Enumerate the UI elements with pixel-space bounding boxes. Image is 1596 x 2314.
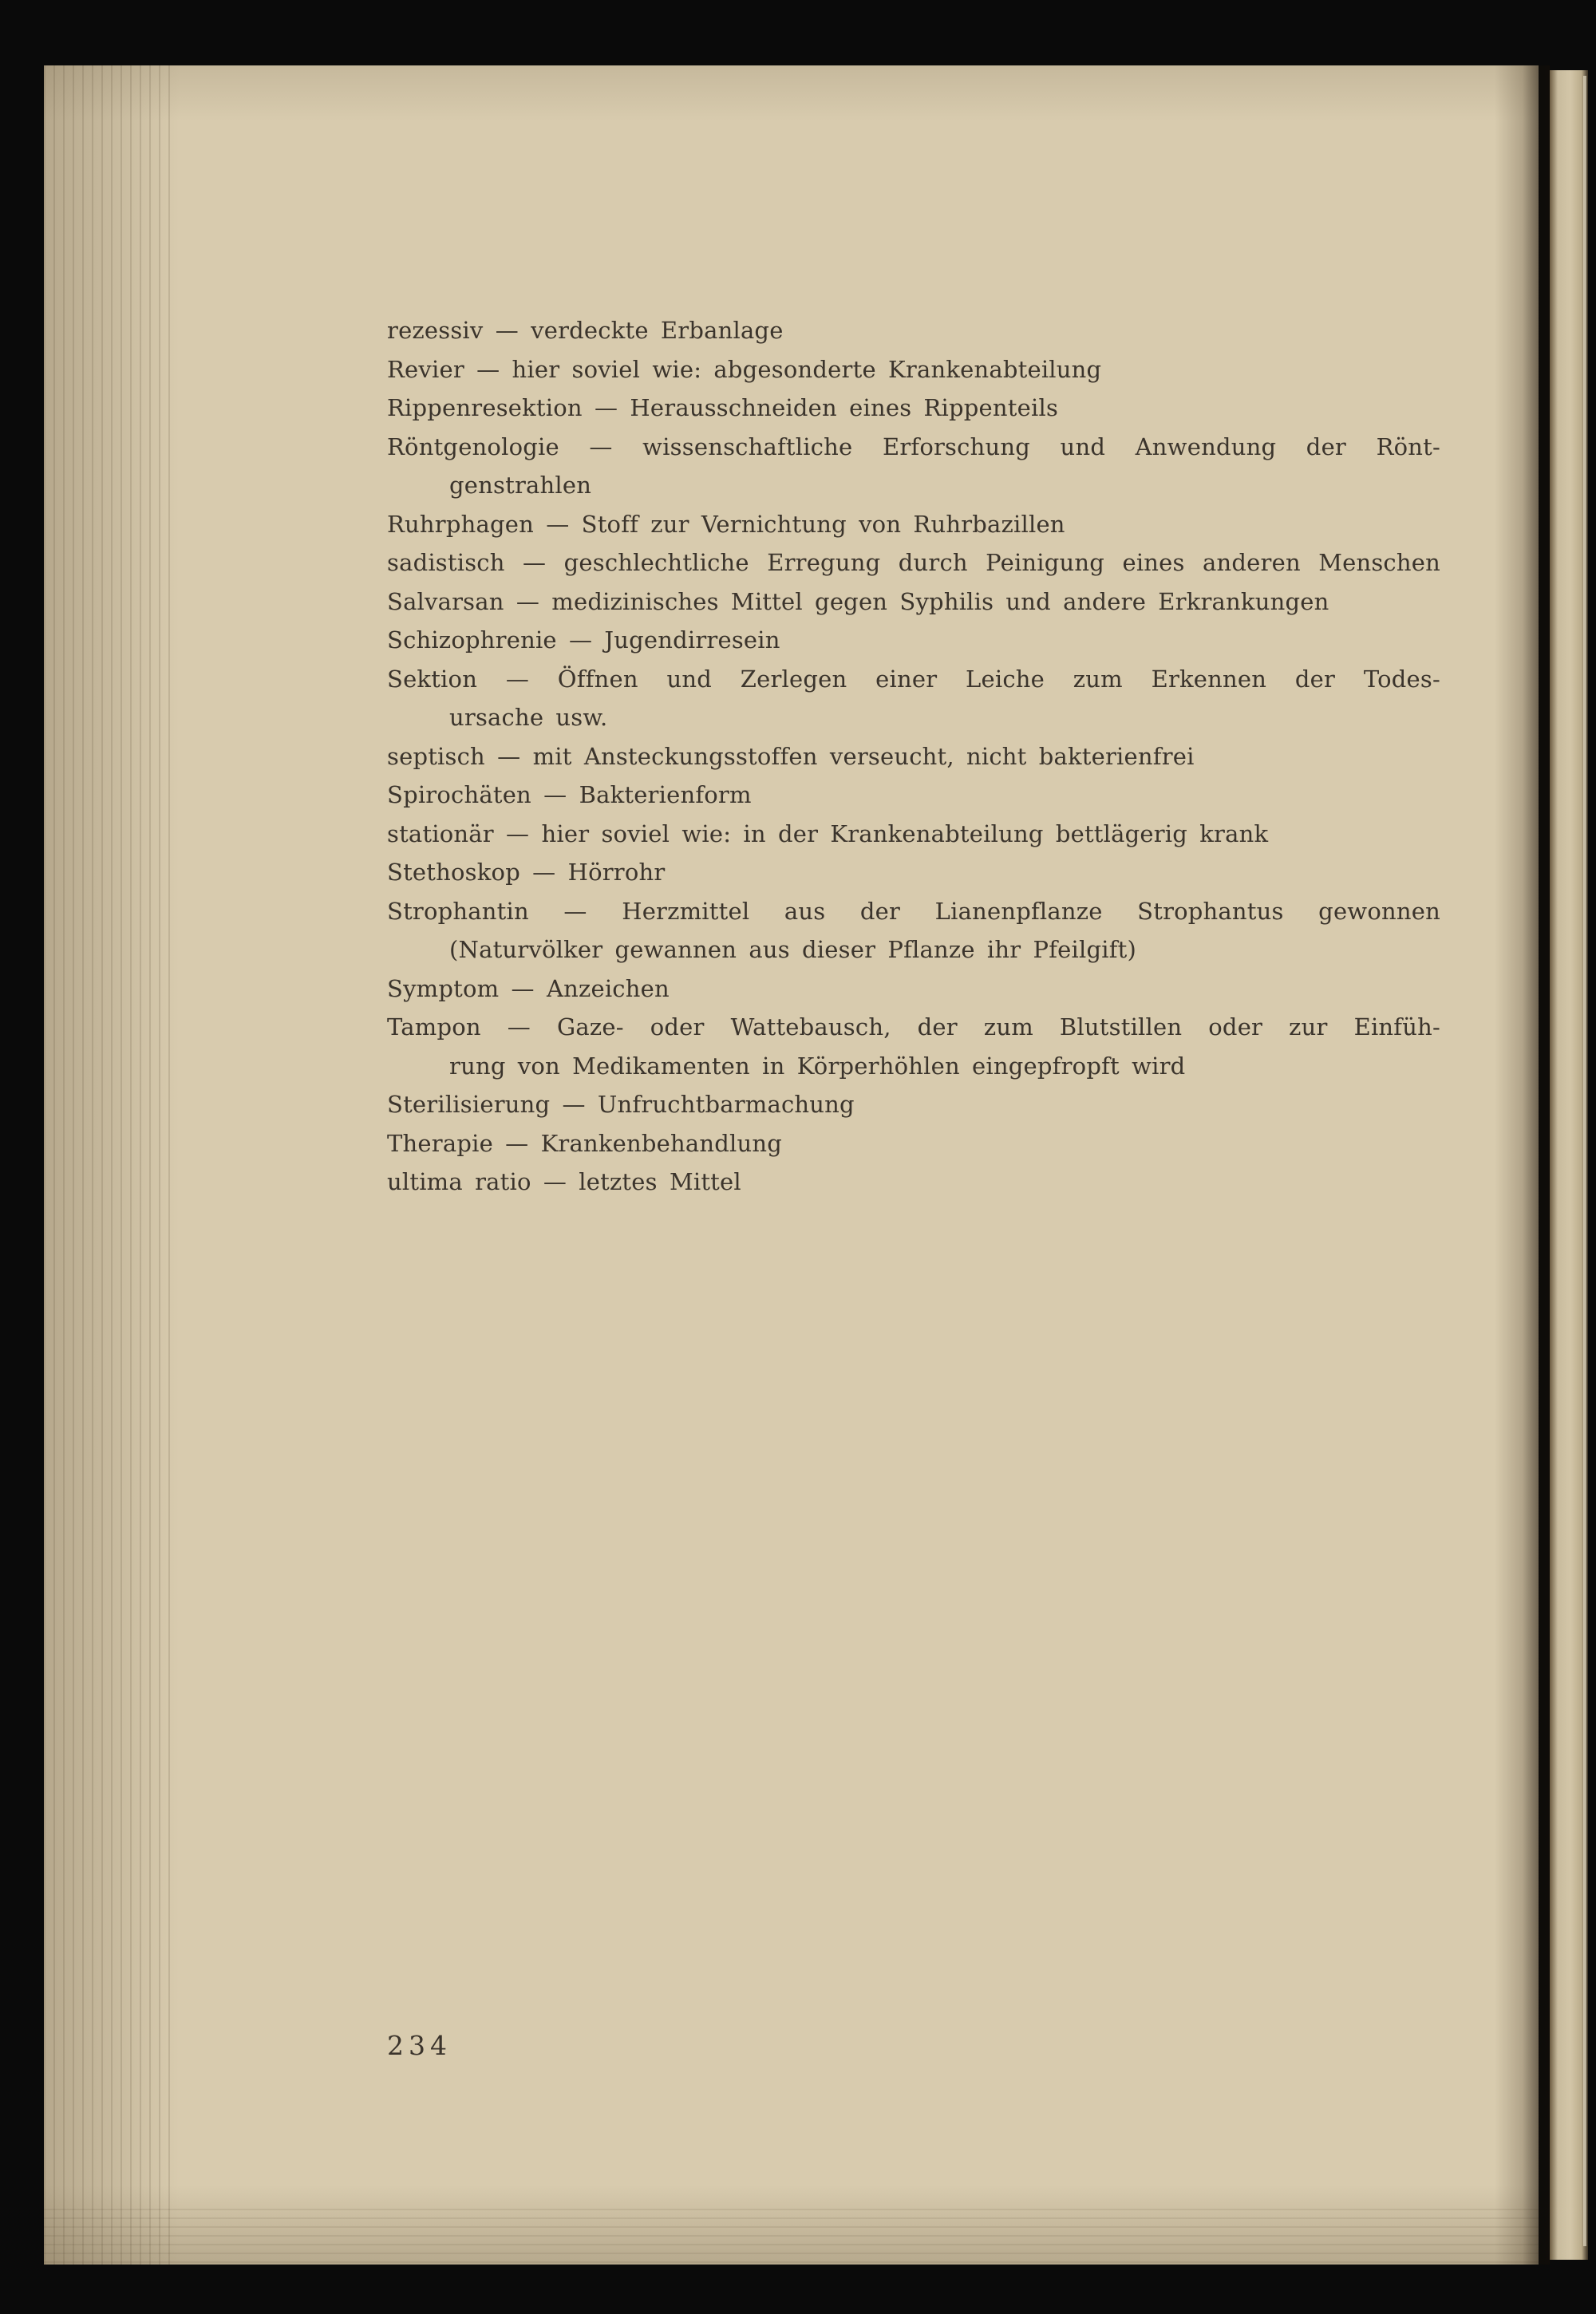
glossary-line: rung von Medikamenten in Körperhöhlen eingepfropft wird: [449, 1052, 1186, 1080]
page-edges-bottom: [44, 2209, 1539, 2265]
glossary-line: ultima ratio — letztes Mittel: [387, 1168, 741, 1195]
glossary-line: rezessiv — verdeckte Erbanlage: [387, 317, 784, 344]
page-edges-left: [44, 65, 176, 2265]
facing-page-fore-edge: [1550, 70, 1588, 2260]
glossary-line: Salvarsan — medizinisches Mittel gegen Syphilis und andere Erkrankungen: [387, 587, 1329, 615]
glossary-line: genstrahlen: [449, 472, 592, 499]
book-gutter-shadow: [1523, 65, 1550, 2265]
fore-edge-highlight: [1583, 76, 1586, 2246]
glossary-line: Schizophrenie — Jugendirresein: [387, 626, 780, 654]
glossary-line: Symptom — Anzeichen: [387, 974, 670, 1002]
glossary-line: Röntgenologie — wissenschaftliche Erforschung und Anwendung der Rönt-: [387, 432, 1440, 460]
glossary-line: septisch — mit Ansteckungsstoffen verseucht, nicht bakterienfrei: [387, 742, 1195, 770]
glossary-line: (Naturvölker gewannen aus dieser Pflanze ihr Pfeilgift): [449, 936, 1137, 963]
glossary-line: ursache usw.: [449, 704, 608, 731]
glossary-text-block: [387, 311, 1440, 1202]
glossary-line: Tampon — Gaze- oder Wattebausch, der zum Blutstillen oder zur Einfüh-: [387, 1013, 1440, 1041]
glossary-line: Therapie — Krankenbehandlung: [387, 1129, 783, 1157]
glossary-line: Revier — hier soviel wie: abgesonderte Krankenabteilung: [387, 355, 1102, 383]
glossary-line: Rippenresektion — Herausschneiden eines Rippenteils: [387, 394, 1059, 421]
glossary-line: Spirochäten — Bakterienform: [387, 781, 752, 808]
book-page: [44, 65, 1539, 2265]
glossary-line: Ruhrphagen — Stoff zur Vernichtung von Ruhrbazillen: [387, 510, 1065, 538]
glossary-line: sadistisch — geschlechtliche Erregung durch Peinigung eines anderen Menschen: [387, 549, 1440, 576]
glossary-line: Stethoskop — Hörrohr: [387, 859, 666, 886]
glossary-line: Sterilisierung — Unfruchtbarmachung: [387, 1091, 855, 1118]
glossary-line: Strophantin — Herzmittel aus der Lianenpflanze Strophantus gewonnen: [387, 897, 1440, 925]
page-number: 234: [387, 2030, 452, 2061]
glossary-line: Sektion — Öffnen und Zerlegen einer Leiche zum Erkennen der Todes-: [387, 665, 1440, 693]
glossary-line: stationär — hier soviel wie: in der Krankenabteilung bettlägerig krank: [387, 819, 1269, 847]
